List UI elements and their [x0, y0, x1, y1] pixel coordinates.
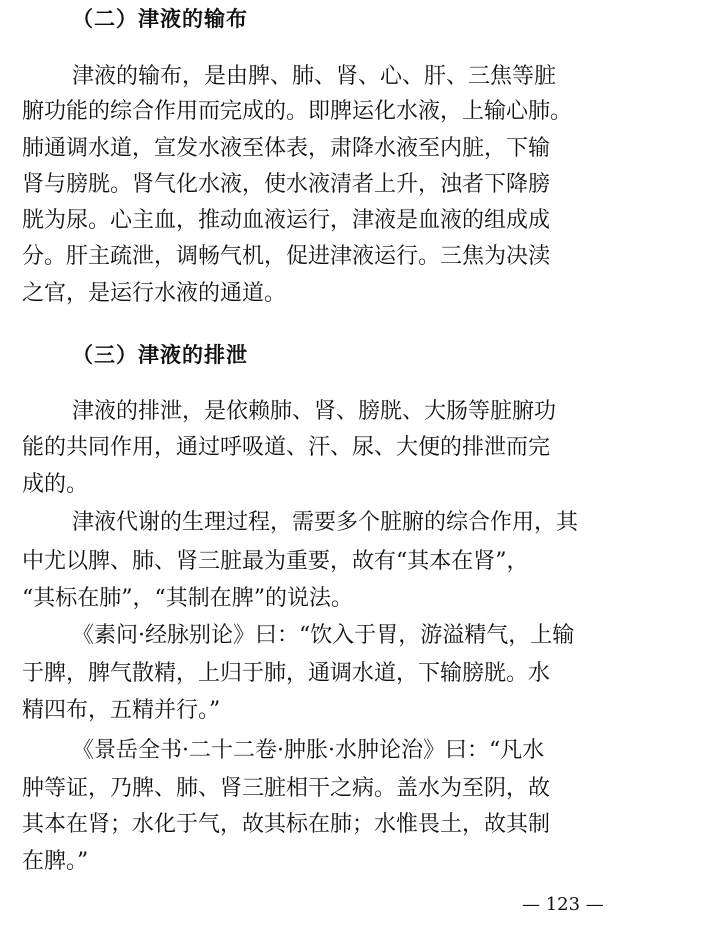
paragraph-line: 肿等证，乃脾、肺、肾三脏相干之病。盖水为至阴，故 [22, 776, 551, 801]
section-heading-excretion: （三）津液的排泄 [72, 343, 248, 367]
page-number: — 123 — [522, 894, 604, 915]
paragraph-line: 精四布，五精并行。” [22, 698, 221, 723]
paragraph-line: 其本在肾；水化于气，故其标在肺；水惟畏土，故其制 [22, 812, 551, 837]
paragraph-line: 津液代谢的生理过程，需要多个脏腑的综合作用，其 [72, 510, 579, 535]
paragraph-line: 成的。 [22, 472, 89, 497]
paragraph-line: 津液的输布，是由脾、肺、肾、心、肝、三焦等脏 [72, 64, 557, 89]
paragraph-line: 腑功能的综合作用而完成的。即脾运化水液，上输心肺。 [22, 99, 573, 124]
paragraph-line: 肾与膀胱。肾气化水液，使水液清者上升，浊者下降膀 [22, 172, 551, 197]
paragraph-line: “其标在肺”，“其制在脾”的说法。 [22, 586, 353, 611]
paragraph-line: 中尤以脾、肺、肾三脏最为重要，故有“其本在肾”， [22, 549, 529, 574]
paragraph-line: 肺通调水道，宣发水液至体表，肃降水液至内脏，下输 [22, 136, 551, 161]
section-heading-distribution: （二）津液的输布 [72, 7, 248, 31]
paragraph-line: 之官，是运行水液的通道。 [22, 281, 287, 306]
paragraph-line: 于脾，脾气散精，上归于肺，通调水道，下输膀胱。水 [22, 661, 551, 686]
paragraph-line: 能的共同作用，通过呼吸道、汗、尿、大便的排泄而完 [22, 435, 551, 460]
paragraph-line: 《景岳全书·二十二卷·肿胀·水肿论治》曰：“凡水 [72, 738, 545, 763]
paragraph-line: 在脾。” [22, 849, 89, 874]
paragraph-line: 分。肝主疏泄，调畅气机，促进津液运行。三焦为决渎 [22, 244, 551, 269]
paragraph-line: 《素问·经脉别论》曰：“饮入于胃，游溢精气，上输 [72, 623, 575, 648]
paragraph-line: 胱为尿。心主血，推动血液运行，津液是血液的组成成 [22, 208, 551, 233]
paragraph-line: 津液的排泄，是依赖肺、肾、膀胱、大肠等脏腑功 [72, 399, 557, 424]
